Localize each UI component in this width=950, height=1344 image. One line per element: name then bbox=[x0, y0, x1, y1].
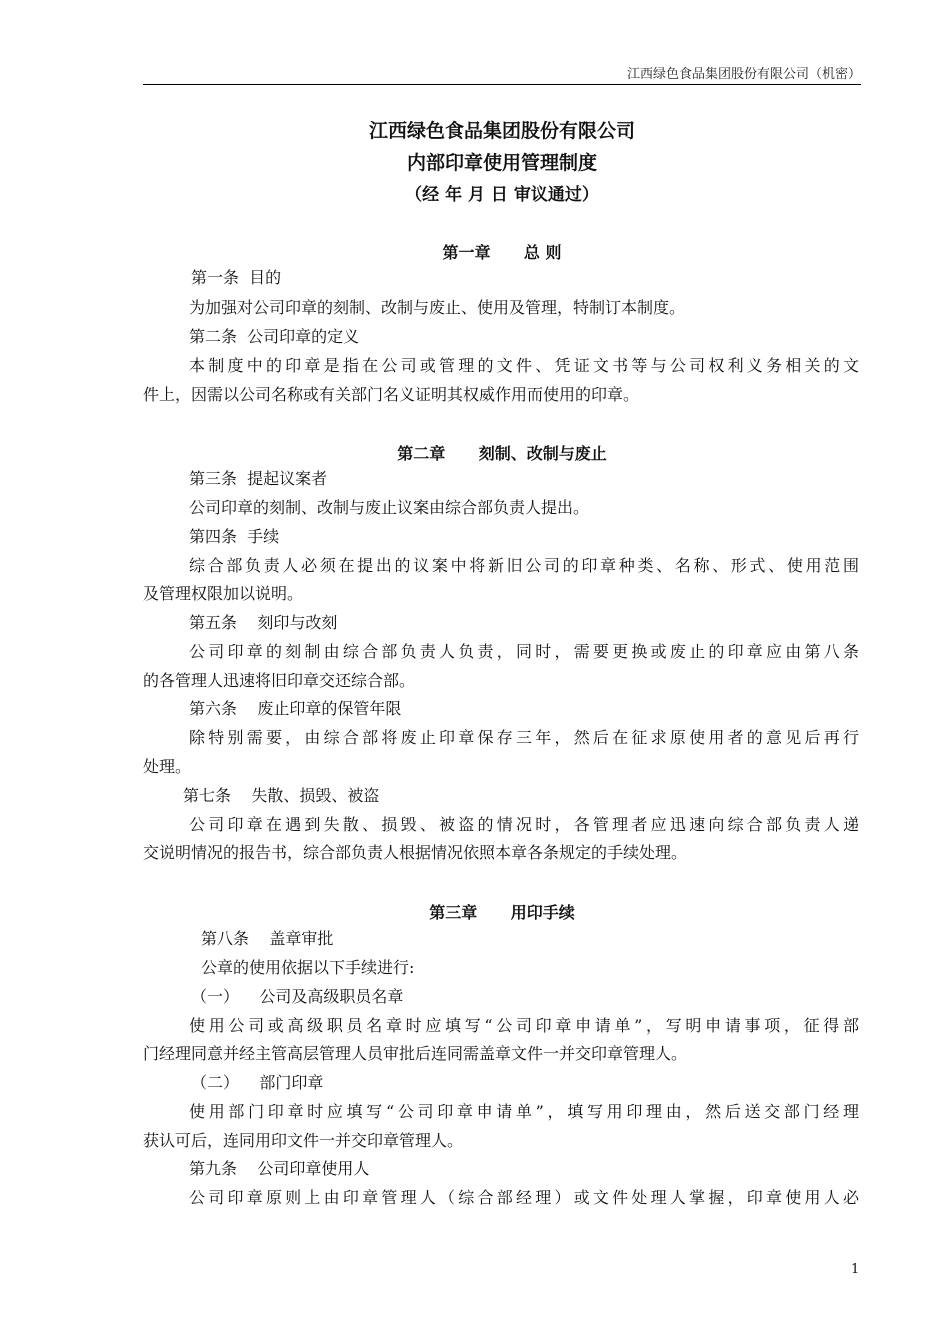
article-8-item-1-text-line2: 门经理同意并经主管高层管理人员审批后连同需盖章文件一并交印章管理人。 bbox=[143, 1044, 688, 1063]
article-9-title: 第九条 公司印章使用人 bbox=[189, 1159, 370, 1178]
article-4-text-line1: 综合部负责人必须在提出的议案中将新旧公司的印章种类、名称、形式、使用范围 bbox=[189, 556, 859, 575]
article-8-item-2-title: （二） 部门印章 bbox=[191, 1073, 324, 1092]
document-title-company: 江西绿色食品集团股份有限公司 bbox=[368, 120, 635, 142]
header-rule bbox=[143, 84, 861, 85]
article-1-title: 第一条 目的 bbox=[191, 268, 282, 287]
article-5-text-line1: 公司印章的刻制由综合部负责人负责，同时，需要更换或废止的印章应由第八条 bbox=[189, 642, 859, 661]
article-7-text-line2: 交说明情况的报告书，综合部负责人根据情况依照本章各条规定的手续处理。 bbox=[143, 843, 688, 862]
article-3-title: 第三条 提起议案者 bbox=[189, 469, 328, 488]
article-8-item-2-text-line2: 获认可后，连同用印文件一并交印章管理人。 bbox=[143, 1131, 464, 1150]
article-2-text-line2: 件上，因需以公司名称或有关部门名义证明其权威作用而使用的印章。 bbox=[143, 385, 640, 404]
article-7-text-line1: 公司印章在遇到失散、损毁、被盗的情况时，各管理者应迅速向综合部负责人递 bbox=[189, 815, 859, 834]
article-8-text: 公章的使用依据以下手续进行: bbox=[201, 958, 415, 977]
article-7-title: 第七条 失散、损毁、被盗 bbox=[183, 786, 380, 805]
article-1-text: 为加强对公司印章的刻制、改制与废止、使用及管理，特制订本制度。 bbox=[189, 298, 686, 317]
chapter-2-heading: 第二章 刻制、改制与废止 bbox=[397, 444, 607, 463]
article-8-item-1-text-line1: 使用公司或高级职员名章时应填写“公司印章申请单”，写明申请事项，征得部 bbox=[189, 1016, 859, 1035]
article-5-title: 第五条 刻印与改刻 bbox=[189, 613, 338, 632]
article-2-text-line1: 本制度中的印章是指在公司或管理的文件、凭证文书等与公司权利义务相关的文 bbox=[189, 356, 859, 375]
article-8-title: 第八条 盖章审批 bbox=[201, 929, 334, 948]
document-title-name: 内部印章使用管理制度 bbox=[406, 152, 597, 174]
article-4-text-line2: 及管理权限加以说明。 bbox=[143, 584, 304, 603]
article-8-item-2-text-line1: 使用部门印章时应填写“公司印章申请单”，填写用印理由，然后送交部门经理 bbox=[189, 1102, 859, 1121]
article-6-text-line2: 处理。 bbox=[143, 757, 192, 776]
article-5-text-line2: 的各管理人迅速将旧印章交还综合部。 bbox=[143, 671, 416, 690]
chapter-3-heading: 第三章 用印手续 bbox=[429, 903, 575, 922]
article-6-text-line1: 除特别需要，由综合部将废止印章保存三年，然后在征求原使用者的意见后再行 bbox=[189, 728, 859, 747]
article-9-text-line1: 公司印章原则上由印章管理人（综合部经理）或文件处理人掌握，印章使用人必 bbox=[189, 1188, 859, 1207]
document-approval-line: （经 年 月 日 审议通过） bbox=[405, 185, 599, 205]
article-6-title: 第六条 废止印章的保管年限 bbox=[189, 699, 402, 718]
chapter-1-heading: 第一章 总 则 bbox=[442, 243, 562, 262]
article-4-title: 第四条 手续 bbox=[189, 527, 280, 546]
article-3-text: 公司印章的刻制、改制与废止议案由综合部负责人提出。 bbox=[189, 498, 590, 517]
article-2-title: 第二条 公司印章的定义 bbox=[189, 327, 360, 346]
article-8-item-1-title: （一） 公司及高级职员名章 bbox=[191, 987, 404, 1006]
page-number: 1 bbox=[851, 1262, 860, 1277]
running-header: 江西绿色食品集团股份有限公司（机密） bbox=[626, 67, 861, 82]
